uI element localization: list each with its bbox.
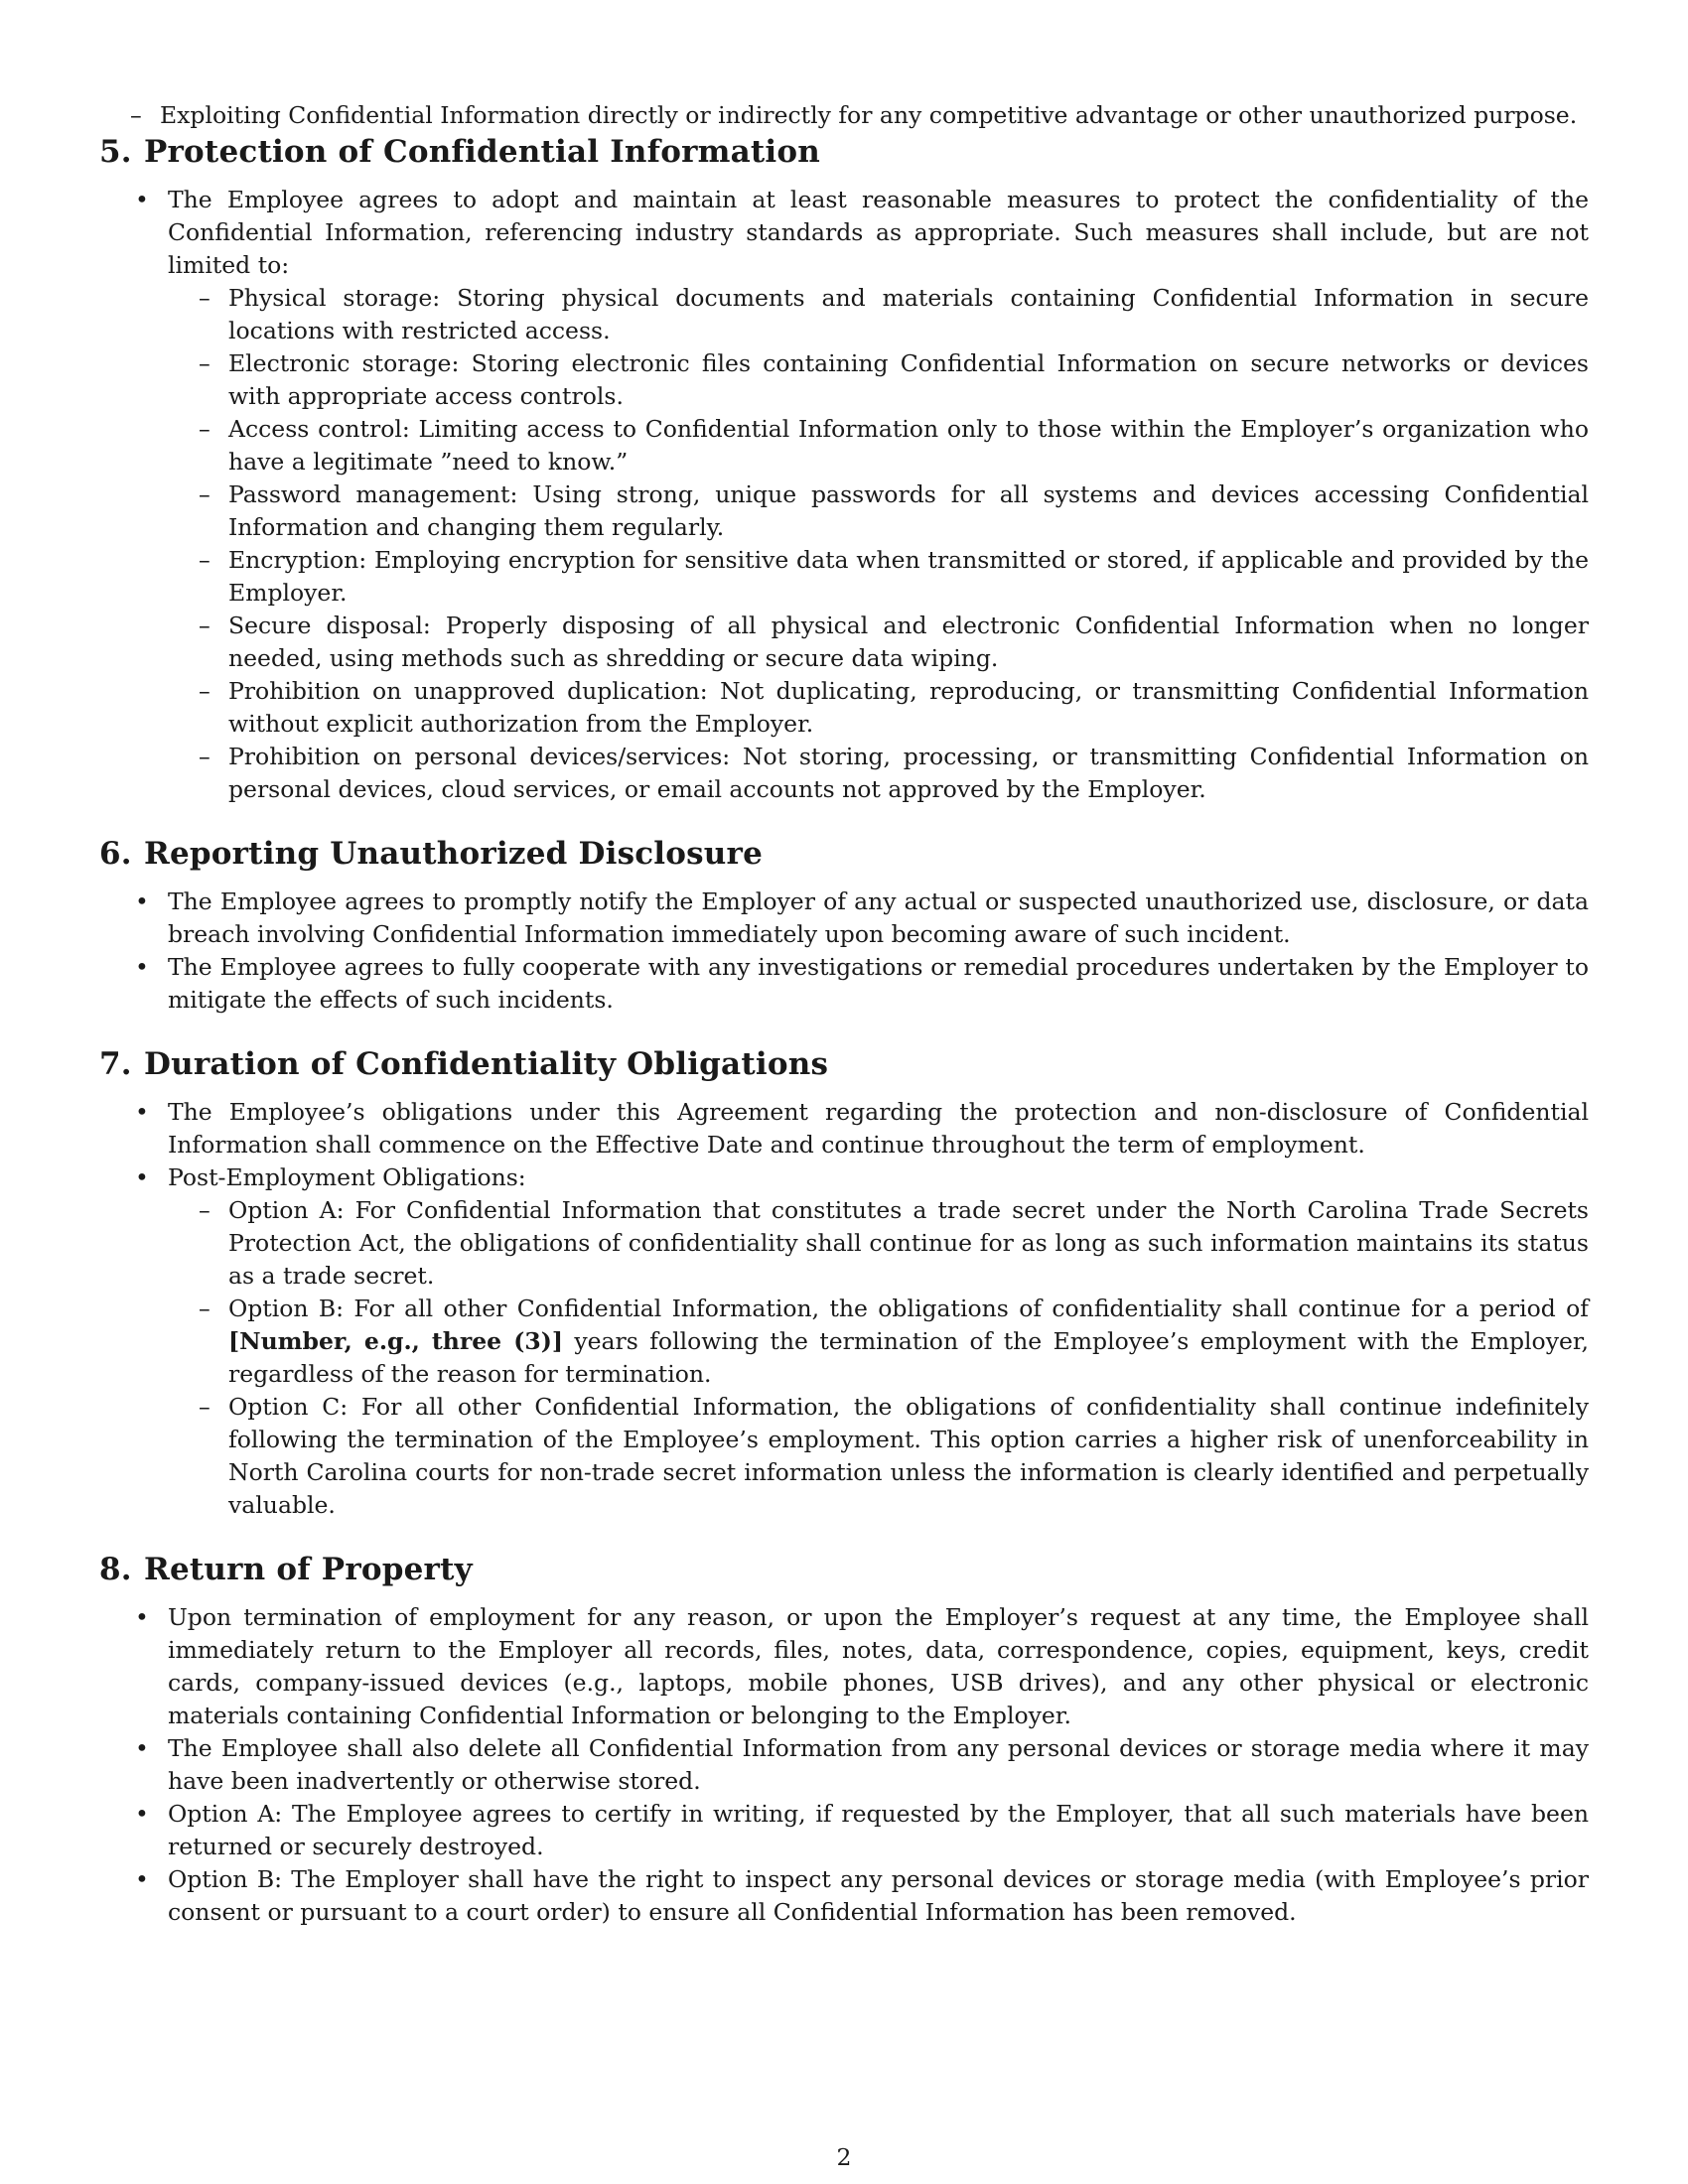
bullet-marker: • [135,1603,149,1631]
bullet-text: Post-Employment Obligations: [168,1163,526,1191]
sub-list-item-text: Encryption: Employing encryption for sensitive data when transmitted or stored, if applicable and provided by the Employer. [228,546,1589,607]
bullet-list [99,1601,1589,1929]
section-6 [99,834,1589,1017]
sub-list-item [168,675,1589,741]
bullet-marker: • [135,1098,149,1126]
sub-list-item [99,99,1589,132]
section-7 [99,1044,1589,1522]
sub-list-item [168,413,1589,478]
bullet-marker: • [135,1163,149,1191]
dash-marker: – [199,546,211,574]
section-heading [99,132,1589,172]
sub-list-item [168,610,1589,675]
sub-list [168,282,1589,806]
bullet-item [99,1096,1589,1161]
sub-list-item-text: Password management: Using strong, unique passwords for all systems and devices accessing Confidential Information and changing them regularly. [228,480,1589,541]
bullet-list [99,184,1589,806]
dash-marker: – [199,1393,211,1421]
dash-marker: – [199,743,211,770]
section-title: Protection of Confidential Information [144,134,821,170]
section-title: Reporting Unauthorized Disclosure [144,836,763,872]
bullet-list [99,1096,1589,1522]
bullet-item [99,184,1589,806]
sub-list-item [168,544,1589,610]
bullet-text: The Employee agrees to promptly notify the Employer of any actual or suspected unauthorized use, disclosure, or data breach involving Confidential Information immediately upon becoming aware of such incident. [168,887,1589,948]
sub-list-item-text: Exploiting Confidential Information directly or indirectly for any competitive advantage or other unauthorized purpose. [160,101,1578,129]
bullet-marker: • [135,1800,149,1828]
sub-list-item-text: Option C: For all other Confidential Information, the obligations of confidentiality shall continue indefinitely following the termination of the Employee’s employment. This option carries a higher risk of unenforceability in North Carolina courts for non-trade secret information unless the information is clearly identified and perpetually valuable. [228,1393,1589,1519]
dash-marker: – [199,612,211,639]
bullet-text: The Employee agrees to fully cooperate with any investigations or remedial procedures undertaken by the Employer to mitigate the effects of such incidents. [168,953,1589,1014]
bullet-text: Option A: The Employee agrees to certify in writing, if requested by the Employer, that all such materials have been returned or securely destroyed. [168,1800,1589,1860]
bullet-marker: • [135,1865,149,1893]
section-title: Return of Property [144,1552,473,1587]
dash-marker: – [199,349,211,377]
sub-list-item [168,741,1589,806]
bullet-marker: • [135,186,149,213]
placeholder-bold-text: [Number, e.g., three (3)] [228,1327,563,1355]
bullet-item [99,1601,1589,1732]
dash-marker: – [199,480,211,508]
section-number: 8. [99,1552,132,1587]
sub-list [168,1194,1589,1522]
sub-list-item [168,1391,1589,1522]
dash-marker: – [130,101,142,129]
bullet-text: Option B: The Employer shall have the right to inspect any personal devices or storage media (with Employee’s prior consent or pursuant to a court order) to ensure all Confidential Information has been removed. [168,1865,1589,1926]
continued-sub-list [99,99,1589,132]
section-title: Duration of Confidentiality Obligations [144,1046,829,1082]
sub-list-item-text: Access control: Limiting access to Confidential Information only to those within the Employer’s organization who have a legitimate ”need to know.” [228,415,1589,476]
bullet-item [99,1798,1589,1863]
bullet-text: Upon termination of employment for any reason, or upon the Employer’s request at any time, the Employee shall immediately return to the Employer all records, files, notes, data, correspondence, copies, equipment, keys, credit cards, company-issued devices (e.g., laptops, mobile phones, USB drives), and any other physical or electronic materials containing Confidential Information or belonging to the Employer. [168,1603,1589,1729]
sub-list-item [168,1194,1589,1293]
section-number: 5. [99,134,132,170]
sub-list-item [168,282,1589,347]
page-number: 2 [836,2143,852,2171]
section-number: 7. [99,1046,132,1082]
dash-marker: – [199,1196,211,1224]
sub-list-item-text: years following the termination of the Employee’s employment with the Employer, regardless of the reason for termination. [228,1327,1589,1388]
dash-marker: – [199,284,211,312]
section-5 [99,132,1589,806]
section-8 [99,1550,1589,1929]
bullet-item [99,1161,1589,1522]
sub-list-item [168,347,1589,413]
dash-marker: – [199,1295,211,1322]
sub-list-item-text: Option A: For Confidential Information that constitutes a trade secret under the North Carolina Trade Secrets Protection Act, the obligations of confidentiality shall continue for as long as such information maintains its status as a trade secret. [228,1196,1589,1290]
bullet-text: The Employee agrees to adopt and maintain at least reasonable measures to protect the confidentiality of the Confidential Information, referencing industry standards as appropriate. Such measures shall include, but are not limited to: [168,186,1589,279]
dash-marker: – [199,415,211,443]
section-heading [99,1550,1589,1589]
section-heading [99,1044,1589,1084]
bullet-marker: • [135,953,149,981]
sub-list-item-text: Prohibition on personal devices/services: Not storing, processing, or transmitting Confidential Information on personal devices, cloud services, or email accounts not approved by the Employer. [228,743,1589,803]
bullet-list [99,886,1589,1017]
sub-list-item-text: Secure disposal: Properly disposing of all physical and electronic Confidential Information when no longer needed, using methods such as shredding or secure data wiping. [228,612,1589,672]
dash-marker: – [199,677,211,705]
bullet-marker: • [135,887,149,915]
bullet-item [99,1732,1589,1798]
section-heading [99,834,1589,874]
sub-list-item-text: Electronic storage: Storing electronic files containing Confidential Information on secure networks or devices with appropriate access controls. [228,349,1589,410]
sub-list-item-text: Prohibition on unapproved duplication: Not duplicating, reproducing, or transmitting Confidential Information without explicit authorization from the Employer. [228,677,1589,738]
sub-list-item-text: Physical storage: Storing physical documents and materials containing Confidential Information in secure locations with restricted access. [228,284,1589,344]
sub-list-item-text: Option B: For all other Confidential Information, the obligations of confidentiality shall continue for a period of [228,1295,1589,1322]
sub-list-item [168,1293,1589,1391]
bullet-text: The Employee shall also delete all Confidential Information from any personal devices or storage media where it may have been inadvertently or otherwise stored. [168,1734,1589,1795]
bullet-item [99,951,1589,1017]
bullet-item [99,886,1589,951]
sub-list-item [168,478,1589,544]
bullet-item [99,1863,1589,1929]
bullet-text: The Employee’s obligations under this Agreement regarding the protection and non-disclosure of Confidential Information shall commence on the Effective Date and continue throughout the term of employment. [168,1098,1589,1159]
bullet-marker: • [135,1734,149,1762]
document-body [99,99,1589,1957]
section-number: 6. [99,836,132,872]
